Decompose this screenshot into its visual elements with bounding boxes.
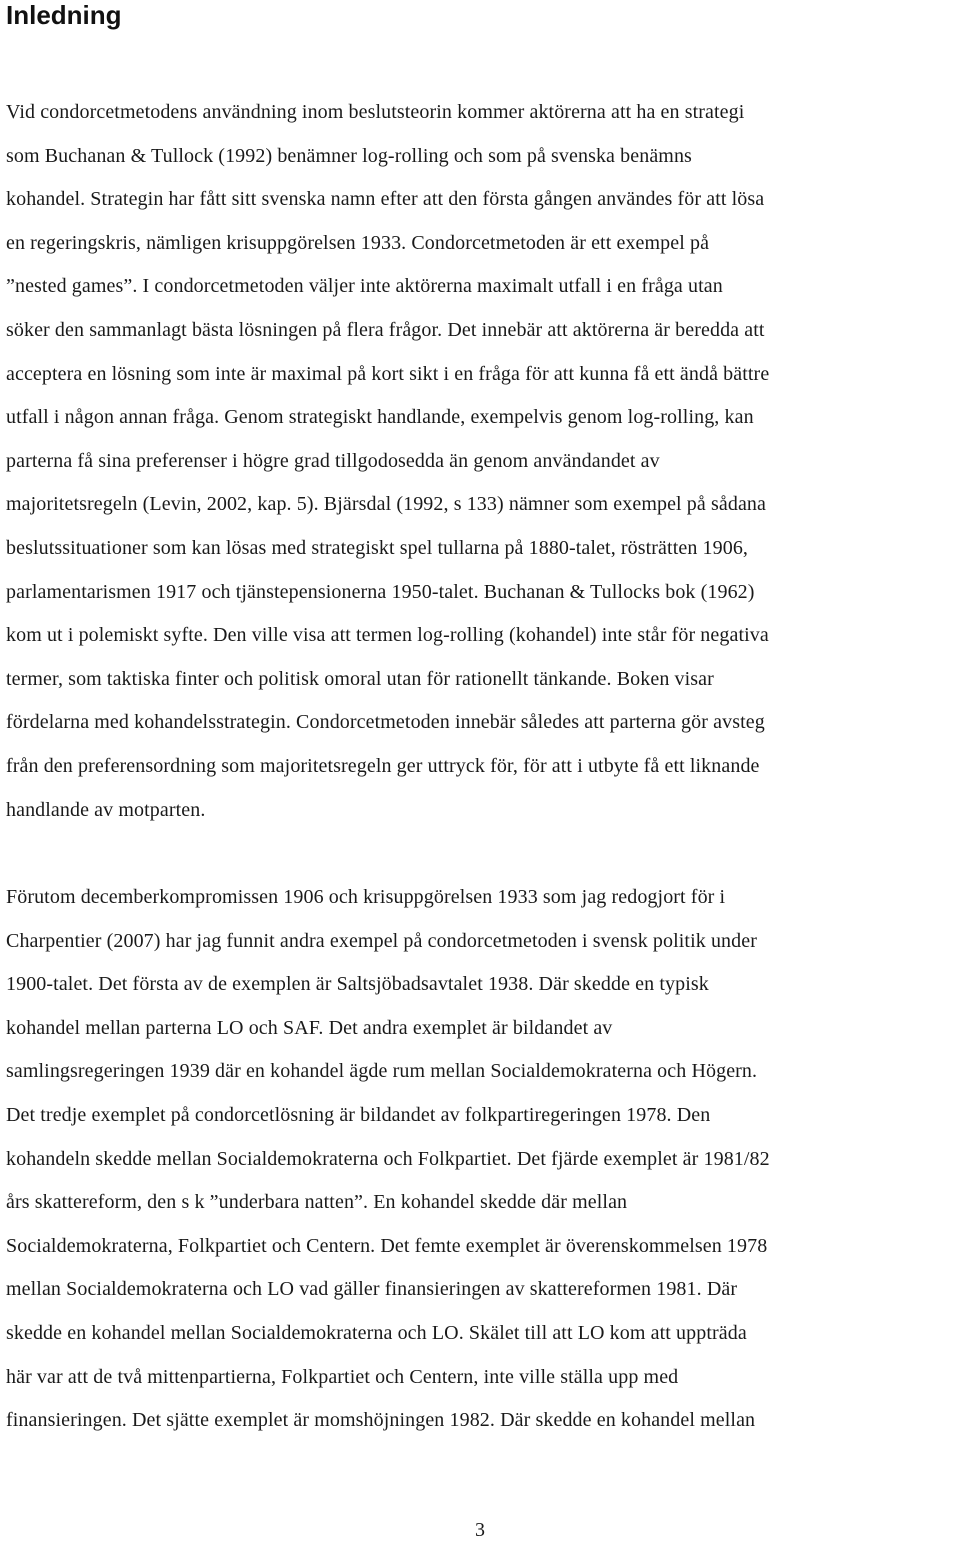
paragraph-line: söker den sammanlagt bästa lösningen på flera frågor. Det innebär att aktörerna är beredda att bbox=[6, 318, 765, 341]
paragraph-line: beslutssituationer som kan lösas med strategiskt spel tullarna på 1880-talet, rösträtten 1906, bbox=[6, 536, 749, 559]
paragraph-line: 1900-talet. Det första av de exemplen är Saltsjöbadsavtalet 1938. Där skedde en typisk bbox=[6, 973, 709, 996]
paragraph-1 bbox=[6, 91, 769, 832]
paragraph-line: Vid condorcetmetodens användning inom beslutsteorin kommer aktörerna att ha en strategi bbox=[6, 101, 745, 123]
paragraph-line: acceptera en lösning som inte är maximal på kort sikt i en fråga för att kunna få ett ändå bättre bbox=[6, 362, 770, 385]
paragraph-line: skedde en kohandel mellan Socialdemokraterna och LO. Skälet till att LO kom att uppträda bbox=[6, 1321, 747, 1344]
paragraph-line: års skattereform, den s k ”underbara natten”. En kohandel skedde där mellan bbox=[6, 1191, 628, 1214]
paragraph-line: termer, som taktiska finter och politisk omoral utan för rationellt tänkande. Boken visar bbox=[6, 667, 714, 690]
paragraph-line: finansieringen. Det sjätte exemplet är momshöjningen 1982. Där skedde en kohandel mellan bbox=[6, 1409, 756, 1432]
paragraph-line: Förutom decemberkompromissen 1906 och krisuppgörelsen 1933 som jag redogjort för i bbox=[6, 886, 726, 908]
paragraph-line: fördelarna med kohandelsstrategin. Condorcetmetoden innebär således att parterna gör avsteg bbox=[6, 711, 765, 734]
paragraph-2 bbox=[6, 876, 770, 1443]
paragraph-line: Charpentier (2007) har jag funnit andra exempel på condorcetmetoden i svensk politik under bbox=[6, 929, 757, 952]
paragraph-line: här var att de två mittenpartierna, Folkpartiet och Centern, inte ville ställa upp med bbox=[6, 1365, 679, 1388]
paragraph-line: parlamentarismen 1917 och tjänstepensionerna 1950-talet. Buchanan & Tullocks bok (1962) bbox=[6, 580, 755, 603]
paragraph-line: Det tredje exemplet på condorcetlösning är bildandet av folkpartiregeringen 1978. Den bbox=[6, 1103, 711, 1126]
paragraph-line: samlingsregeringen 1939 där en kohandel ägde rum mellan Socialdemokraterna och Högern. bbox=[6, 1060, 758, 1083]
paragraph-line: majoritetsregeln (Levin, 2002, kap. 5). Bjärsdal (1992, s 133) nämner som exempel på sådana bbox=[6, 493, 766, 516]
paragraph-line: som Buchanan & Tullock (1992) benämner log-rolling och som på svenska benämns bbox=[6, 144, 692, 167]
paragraph-line: kohandel mellan parterna LO och SAF. Det andra exemplet är bildandet av bbox=[6, 1016, 613, 1039]
paragraph-line: mellan Socialdemokraterna och LO vad gäller finansieringen av skattereformen 1981. Där bbox=[6, 1278, 738, 1301]
paragraph-line: kohandel. Strategin har fått sitt svenska namn efter att den första gången användes för att lösa bbox=[6, 188, 765, 211]
paragraph-line: Socialdemokraterna, Folkpartiet och Centern. Det femte exemplet är överenskommelsen 1978 bbox=[6, 1234, 768, 1257]
section-heading: Inledning bbox=[6, 0, 122, 30]
paragraph-line: handlande av motparten. bbox=[6, 798, 206, 821]
paragraph-line: från den preferensordning som majoritetsregeln ger uttryck för, för att i utbyte få ett liknande bbox=[6, 754, 760, 777]
document-page bbox=[6, 0, 954, 1432]
paragraph-line: ”nested games”. I condorcetmetoden väljer inte aktörerna maximalt utfall i en fråga utan bbox=[6, 275, 723, 298]
paragraph-line: utfall i någon annan fråga. Genom strategiskt handlande, exempelvis genom log-rolling, kan bbox=[6, 406, 754, 429]
page-number: 3 bbox=[475, 1519, 485, 1541]
paragraph-line: kom ut i polemiskt syfte. Den ville visa att termen log-rolling (kohandel) inte står för negativa bbox=[6, 624, 769, 647]
paragraph-line: parterna få sina preferenser i högre grad tillgodosedda än genom användandet av bbox=[6, 449, 660, 472]
paragraph-line: en regeringskris, nämligen krisuppgörelsen 1933. Condorcetmetoden är ett exempel på bbox=[6, 231, 710, 254]
paragraph-line: kohandeln skedde mellan Socialdemokraterna och Folkpartiet. Det fjärde exemplet är 1981/82 bbox=[6, 1147, 770, 1170]
